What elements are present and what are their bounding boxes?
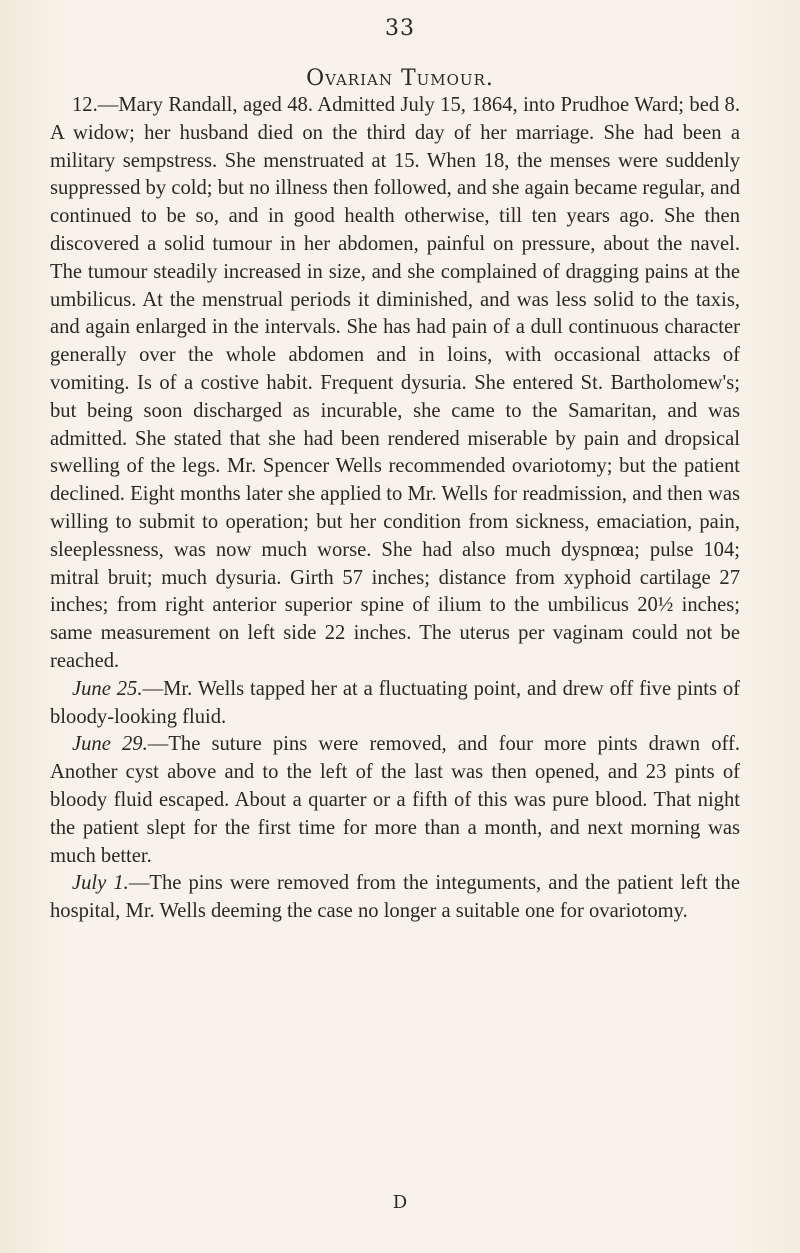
signature-mark: D	[392, 1192, 408, 1213]
entry-text: —The suture pins were removed, and four more pints drawn off. Another cyst above and to the left of the last was then opened, and 23 pints of bloody fluid escaped. About a quarter or a fifth of this was pure blood. That night the patient slept for the first time for more than a month, and next morning was much better.	[50, 733, 741, 867]
page-number: 33	[385, 16, 415, 41]
case-entry-june-25	[50, 676, 740, 732]
entry-text: —Mr. Wells tapped her at a fluctuating point, and drew off five pints of bloody-looking fluid.	[50, 677, 741, 728]
entry-date: June 25.	[72, 677, 143, 700]
case-entry-june-29	[50, 731, 740, 870]
entry-text: —The pins were removed from the integuments, and the patient left the hospital, Mr. Wells deeming the case no longer a suitable one for ovariotomy.	[50, 872, 740, 923]
entry-date: July 1.	[72, 872, 129, 895]
case-report	[50, 92, 740, 926]
case-paragraph: 12.—Mary Randall, aged 48. Admitted July 15, 1864, into Prudhoe Ward; bed 8. A widow; her husband died on the third day of her marriage. She had been a military sempstress. She menstruated at 15. When 18, the menses were suddenly suppressed by cold; but no illness then followed, and she again became regular, and continued to be so, and in good health otherwise, till ten years ago. She then discovered a solid tumour in her abdomen, painful on pressure, about the navel. The tumour steadily increased in size, and she complained of dragging pains at the umbilicus. At the menstrual periods it diminished, and was less solid to the taxis, and again enlarged in the intervals. She has had pain of a dull continuous character generally over the whole abdomen and in loins, with occasional attacks of vomiting. Is of a costive habit. Frequent dysuria. She entered St. Bartholomew's; but being soon discharged as incurable, she came to the Samaritan, and was admitted. She stated that she had been rendered miserable by pain and dropsical swelling of the legs. Mr. Spencer Wells recommended ovariotomy; but the patient declined. Eight months later she applied to Mr. Wells for readmission, and then was willing to submit to operation; but her condition from sickness, emaciation, pain, sleeplessness, was now much worse. She had also much dyspnœa; pulse 104; mitral bruit; much dysuria. Girth 57 inches; distance from xyphoid cartilage 27 inches; from right anterior superior spine of ilium to the umbilicus 20½ inches; same measurement on left side 22 inches. The uterus per vaginam could not be reached.	[50, 94, 740, 672]
case-entry-july-1	[50, 870, 740, 926]
entry-date: June 29.	[72, 733, 148, 756]
running-head: Ovarian Tumour.	[306, 66, 494, 91]
